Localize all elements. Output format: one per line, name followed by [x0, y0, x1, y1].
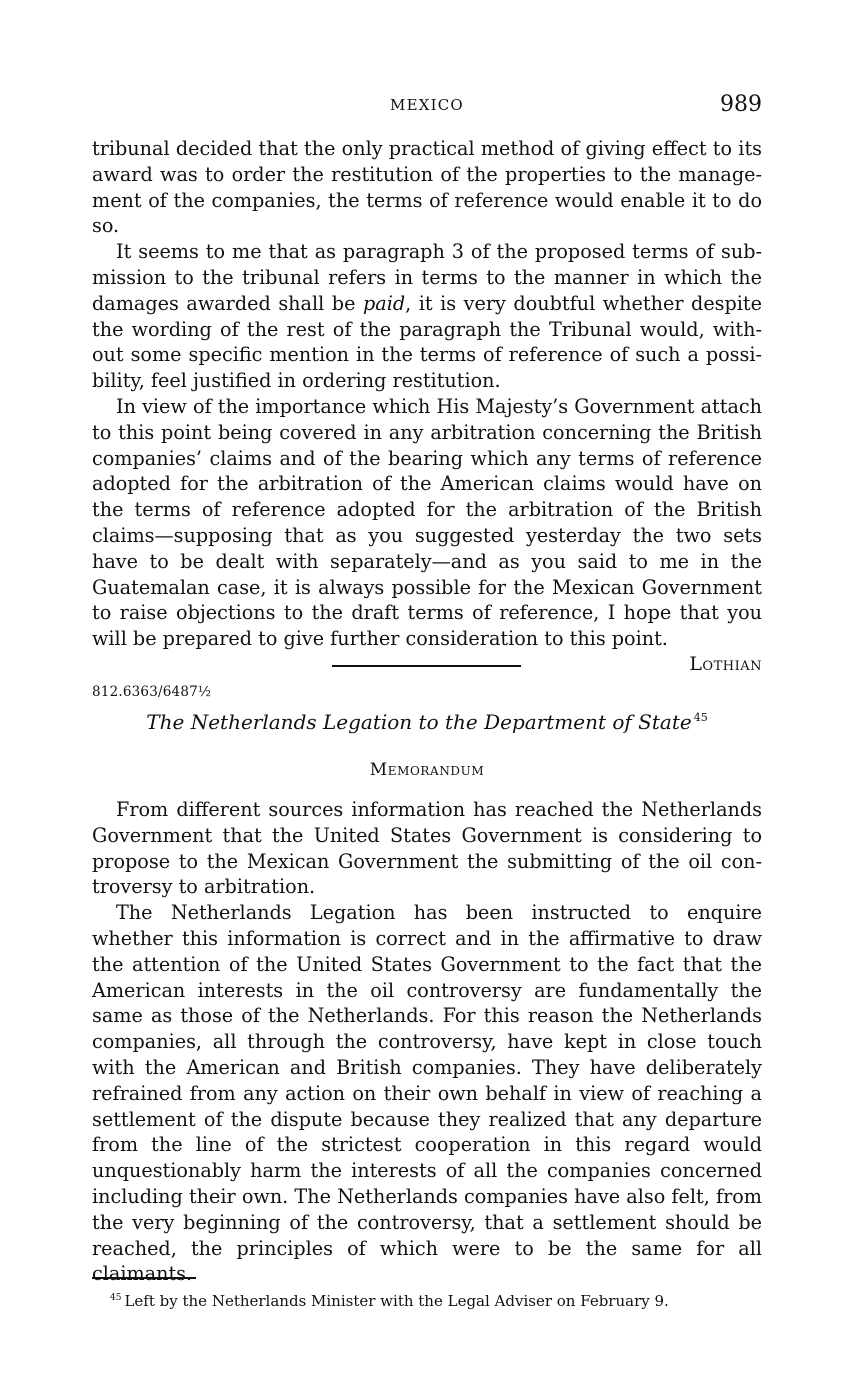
running-head: [92, 92, 762, 122]
footnote-text: Left by the Netherlands Minister with the Legal Adviser on February 9.: [124, 1292, 669, 1310]
letter-paragraph-1: tribunal decided that the only practical method of giving effect to its award was to order the restitution of the properties to the management of the companies, the terms of reference would enable it to do so.: [92, 137, 762, 238]
letter-paragraph-2-end: , it is very doubtful whether despite the wording of the rest of the paragraph the Tribunal would, without some specific mention in the terms of reference of such a possibility, feel justified in ordering restitution.: [92, 291, 763, 393]
file-number: 812.6363/6487½: [92, 684, 212, 700]
signature: Lothian: [689, 652, 762, 675]
memo-paragraph-2: The Netherlands Legation has been instructed to enquire whether this information is correct and in the affirmative to draw the attention of the United States Government to the fact that the American interests in the oil controversy are fundamentally the same as those of the Netherlands. For this reason the Netherlands companies, all through the controversy, have kept in close touch with the American and British companies. They have deliberately refrained from any action on their own behalf in view of reaching a settlement of the dispute because they realized that any departure from the line of the strictest cooperation in this regard would unquestionably harm the interests of all the companies concerned including their own. The Netherlands companies have also felt, from the very beginning of the controversy, that a settlement should be reached, the principles of which were to be the same for all claimants.: [92, 901, 762, 1286]
document-title-text: The Netherlands Legation to the Department of State: [146, 710, 692, 734]
emphasis-paid: paid: [362, 291, 406, 315]
document-title: [92, 710, 762, 734]
footnote-45: [110, 1292, 669, 1310]
letter-paragraph-2: [92, 239, 762, 394]
memorandum-heading: Memorandum: [369, 760, 485, 780]
footnote-number: 45: [110, 1293, 122, 1303]
footnote-rule: [92, 1277, 196, 1279]
running-title: MEXICO: [390, 96, 464, 114]
footnote-ref-45: 45: [693, 711, 708, 725]
page-number: 989: [720, 92, 762, 117]
letter-paragraph-3: In view of the importance which His Majesty’s Government attach to this point being covered in any arbitration concerning the British companies’ claims and of the bearing which any terms of reference adopted for the arbitration of the American claims would have on the terms of reference adopted for the arbitration of the British claims—supposing that as you suggested yesterday the two sets have to be dealt with separately—and as you said to me in the Guatemalan case, it is always possible for the Mexican Government to raise objections to the draft terms of reference, I hope that you will be prepared to give further consideration to this point.: [92, 394, 762, 651]
section-divider: [332, 665, 521, 667]
letter-paragraph-2-start: It seems to me that as paragraph 3 of the proposed terms of submission to the tribunal refers in terms to the manner in which the damages awarded shall be: [92, 240, 762, 315]
lothian-letter-continuation: [92, 136, 762, 678]
memorandum-body: [92, 797, 762, 1287]
memo-paragraph-1: From different sources information has reached the Netherlands Government that the United States Government is considering to propose to the Mexican Government the submitting of the oil controversy to arbitration.: [92, 798, 762, 899]
